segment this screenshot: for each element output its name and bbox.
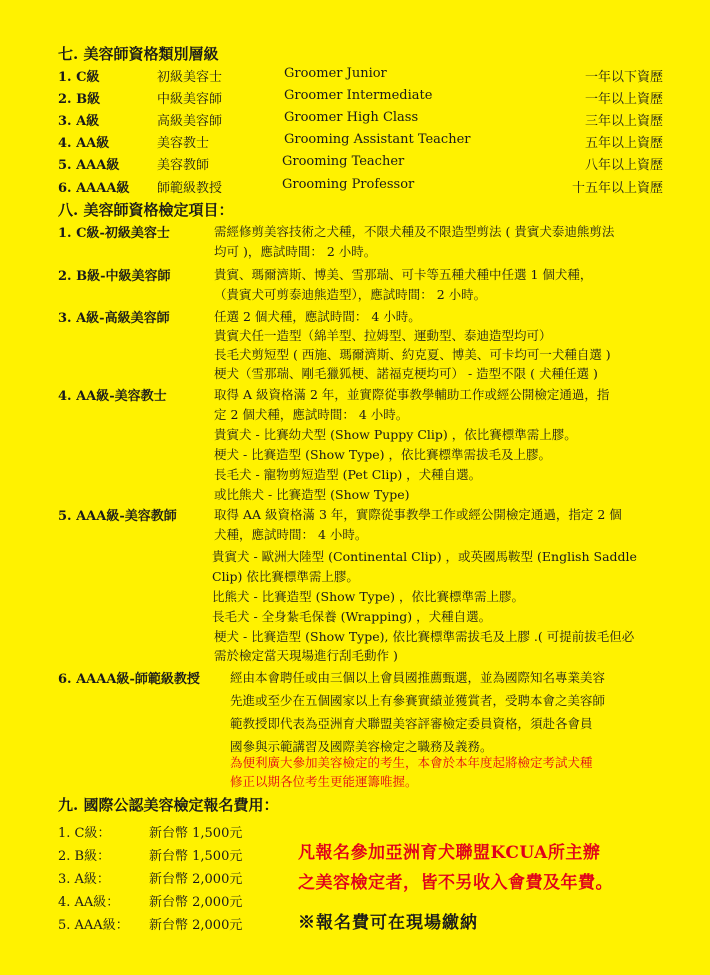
section8-title: 八. 美容師資格檢定項目： — [58, 201, 234, 219]
exam-note-red: 修正以期各位考生更能運籌唯握。 — [230, 774, 418, 789]
grade-en: Groomer High Class — [284, 110, 419, 125]
exam-item-line: 貴賓犬 - 比賽幼犬型 (Show Puppy Clip) ，依比賽標準需上膠。 — [214, 427, 577, 442]
fee-level: 3. A級： — [58, 872, 110, 887]
grade-zh: 師範級教授 — [157, 181, 223, 196]
fee-level: 1. C級： — [58, 826, 111, 841]
exam-item-line: 長毛犬剪短型 ( 西施、瑪爾濟斯、約克夏、博美、可卡均可一犬種自選 ) — [214, 347, 611, 362]
exam-item-line: 需經修剪美容技術之犬種，不限犬種及不限造型剪法 ( 貴賓犬泰迪熊剪法 — [214, 224, 615, 239]
grade-exp: 五年以上資歷 — [584, 136, 663, 151]
grade-num: 2. B級 — [58, 92, 101, 107]
fee-amount: 新台幣 2,000元 — [149, 872, 243, 887]
exam-item-line: 經由本會聘任或由三個以上會員國推薦甄選，並為國際知名專業美容 — [230, 670, 606, 685]
grade-en: Grooming Assistant Teacher — [284, 132, 471, 147]
grade-num: 1. C級 — [58, 70, 100, 85]
fee-level: 5. AAA級： — [58, 918, 129, 933]
notice-onsite-payment: ※報名費可在現場繳納 — [298, 913, 478, 933]
grade-num: 6. AAAA級 — [58, 181, 130, 196]
section9-title: 九. 國際公認美容檢定報名費用： — [58, 796, 279, 814]
grade-exp: 十五年以上資歷 — [571, 181, 663, 196]
grade-en: Grooming Professor — [282, 177, 415, 192]
exam-item-line: 梗犬（雪那瑞、剛毛獵狐梗、諾福克梗均可） - 造型不限 ( 犬種任選 ) — [214, 366, 598, 381]
grade-en: Groomer Junior — [284, 66, 387, 81]
grade-num: 3. A級 — [58, 114, 100, 129]
exam-item-line: 取得 A 級資格滿 2 年，並實際從事教學輔助工作或經公開檢定通過，指 — [214, 387, 610, 402]
exam-item-line: 貴賓犬任一造型（綿羊型、拉姆型、運動型、泰迪造型均可） — [214, 328, 552, 343]
exam-item-label: 2. B級-中級美容師 — [58, 269, 171, 284]
section7-title: 七. 美容師資格類別層級 — [58, 45, 219, 63]
grade-zh: 美容教士 — [157, 136, 210, 151]
exam-item-line: 或比熊犬 - 比賽造型 (Show Type) — [214, 487, 410, 502]
exam-item-line: 定 2 個犬種，應試時間： 4 小時。 — [214, 407, 409, 422]
exam-item-line: 需於檢定當天現場進行刮毛動作 ) — [214, 648, 398, 663]
grade-zh: 美容教師 — [157, 158, 210, 173]
fee-amount: 新台幣 2,000元 — [149, 918, 243, 933]
exam-item-line: 任選 2 個犬種，應試時間： 4 小時。 — [214, 309, 421, 324]
exam-item-line: 長毛犬 - 寵物剪短造型 (Pet Clip) ，犬種自選。 — [214, 467, 482, 482]
grade-en: Groomer Intermediate — [284, 88, 433, 103]
grade-num: 5. AAA級 — [58, 158, 120, 173]
exam-item-line: 梗犬 - 比賽造型 (Show Type) ，依比賽標準需拔毛及上膠。 — [214, 447, 551, 462]
exam-item-label: 5. AAA級-美容教師 — [58, 509, 177, 524]
grade-exp: 三年以上資歷 — [584, 114, 663, 129]
fee-amount: 新台幣 1,500元 — [149, 826, 243, 841]
grade-zh: 高級美容師 — [157, 114, 223, 129]
notice-no-fee-line1: 凡報名參加亞洲育犬聯盟KCUA所主辦 — [298, 843, 601, 863]
grade-exp: 一年以上資歷 — [584, 92, 663, 107]
exam-item-line: 範教授即代表為亞洲育犬聯盟美容評審檢定委員資格，須赴各會員 — [230, 716, 593, 731]
exam-item-line: 長毛犬 - 全身紮毛保養 (Wrapping) ，犬種自選。 — [212, 609, 492, 624]
exam-item-line: 取得 AA 級資格滿 3 年，實際從事教學工作或經公開檢定通過，指定 2 個 — [214, 507, 622, 522]
fee-level: 4. AA級： — [58, 895, 120, 910]
exam-item-label: 4. AA級-美容教士 — [58, 389, 167, 404]
exam-item-label: 3. A級-高級美容師 — [58, 311, 170, 326]
grade-en: Grooming Teacher — [282, 154, 405, 169]
exam-item-line: 均可 )，應試時間： 2 小時。 — [214, 244, 377, 259]
exam-item-label: 1. C級-初級美容士 — [58, 226, 170, 241]
notice-no-fee-line2: 之美容檢定者，皆不另收入會費及年費。 — [298, 873, 613, 893]
exam-item-line: 貴賓犬 - 歐洲大陸型 (Continental Clip) ，或英國馬鞍型 (English Saddle — [212, 549, 637, 564]
fee-amount: 新台幣 1,500元 — [149, 849, 243, 864]
fee-amount: 新台幣 2,000元 — [149, 895, 243, 910]
exam-item-label: 6. AAAA級-師範級教授 — [58, 672, 200, 687]
grade-num: 4. AA級 — [58, 136, 110, 151]
exam-note-red: 為便利廣大參加美容檢定的考生，本會於本年度起將檢定考試犬種 — [230, 755, 593, 770]
fee-level: 2. B級： — [58, 849, 111, 864]
grade-zh: 初級美容士 — [157, 70, 223, 85]
grade-zh: 中級美容師 — [157, 92, 223, 107]
grade-exp: 八年以上資歷 — [584, 158, 663, 173]
exam-item-line: Clip) 依比賽標準需上膠。 — [212, 569, 359, 584]
grade-exp: 一年以下資歷 — [584, 70, 663, 85]
exam-item-line: 比熊犬 - 比賽造型 (Show Type) ，依比賽標準需上膠。 — [212, 589, 524, 604]
exam-item-line: 梗犬 - 比賽造型 (Show Type), 依比賽標準需拔毛及上膠 .( 可提前拔毛但必 — [214, 629, 635, 644]
exam-item-line: 先進或至少在五個國家以上有參賽實績並獲賞者，受聘本會之美容師 — [230, 693, 606, 708]
exam-item-line: 貴賓、瑪爾濟斯、博美、雪那瑞、可卡等五種犬種中任選 1 個犬種， — [214, 267, 593, 282]
exam-item-line: 犬種，應試時間： 4 小時。 — [214, 527, 368, 542]
exam-item-line: 國參與示範講習及國際美容檢定之職務及義務。 — [230, 739, 493, 754]
exam-item-line: （貴賓犬可剪泰迪熊造型），應試時間： 2 小時。 — [214, 287, 487, 302]
